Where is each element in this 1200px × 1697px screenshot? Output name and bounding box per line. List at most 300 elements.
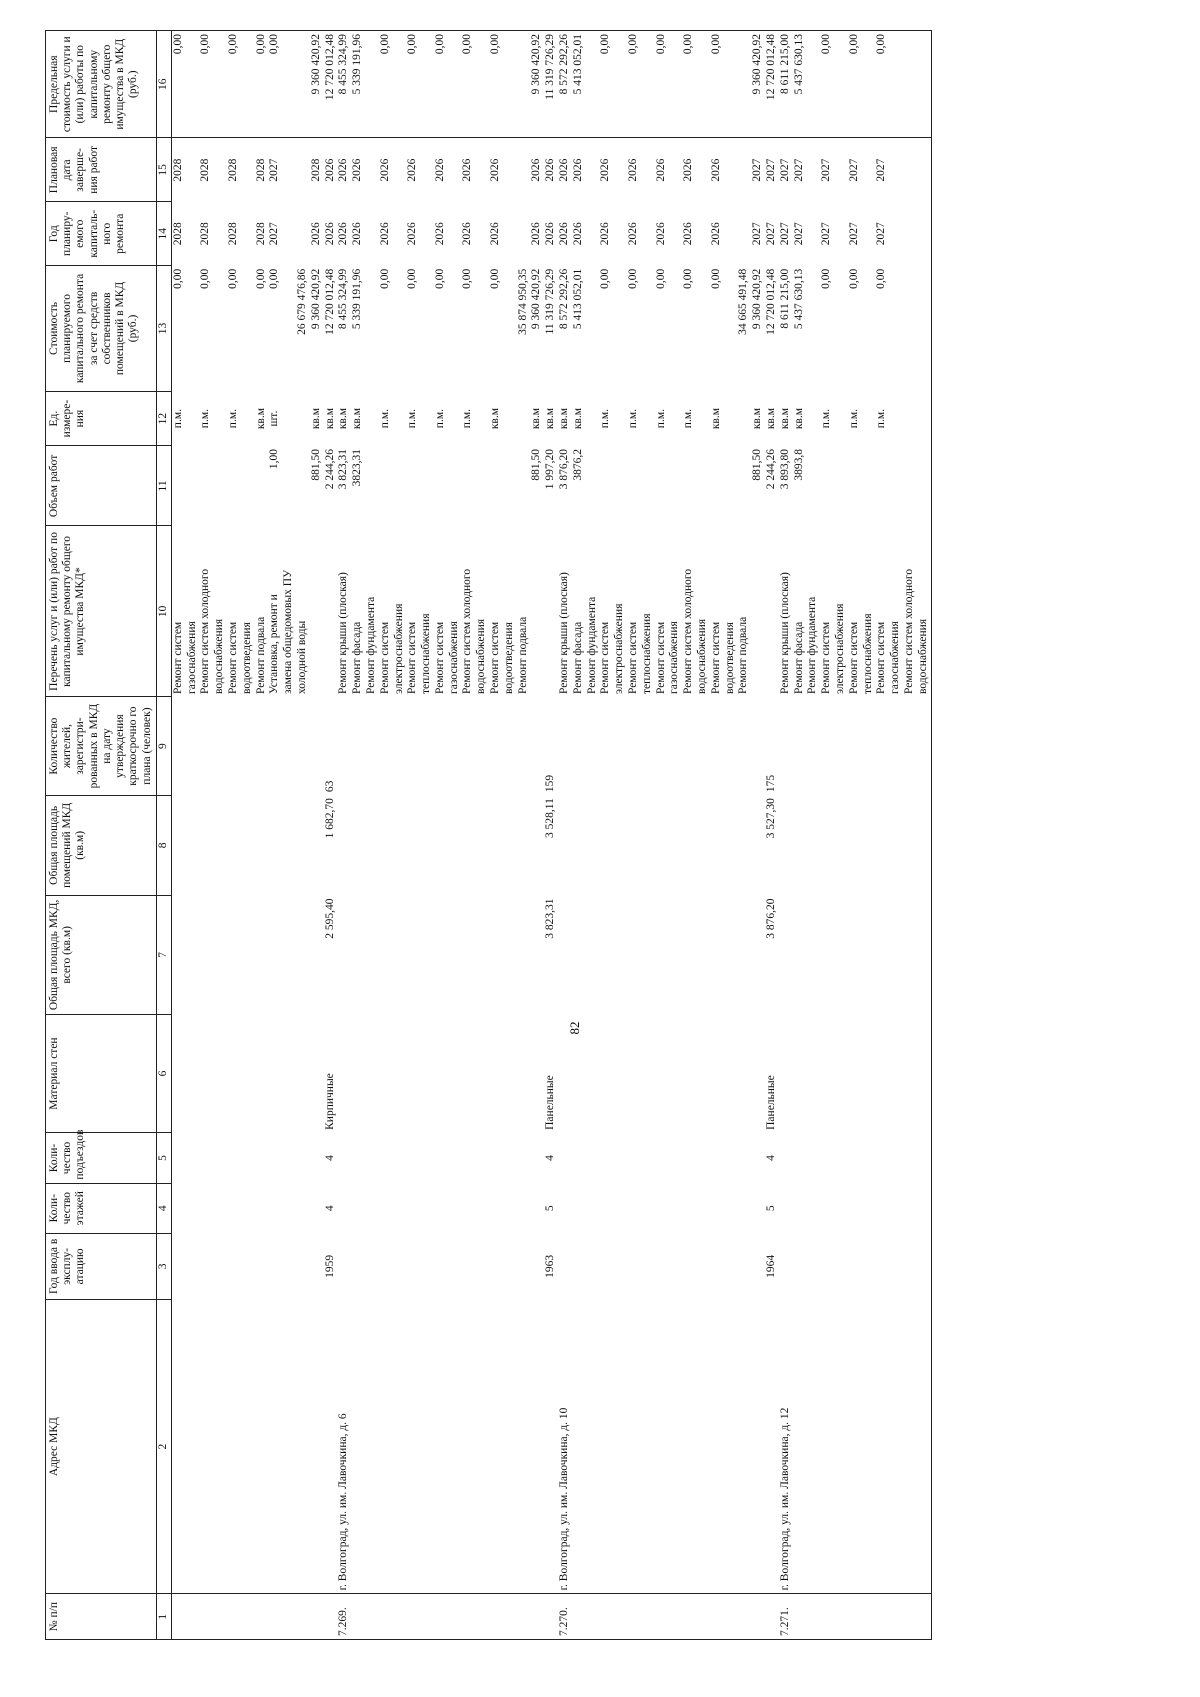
empty-line	[889, 1136, 903, 1180]
empty-line	[834, 798, 848, 892]
empty-line	[737, 798, 751, 892]
empty-line	[282, 798, 296, 892]
empty-line	[682, 1186, 696, 1230]
cell-text: 0,00	[709, 268, 722, 289]
empty-line	[558, 1186, 572, 1230]
empty-line	[641, 1236, 655, 1296]
empty-line	[627, 700, 641, 792]
empty-line	[517, 141, 531, 198]
empty-line	[406, 1186, 420, 1230]
cell-text: 2026	[337, 158, 350, 182]
empty-line	[627, 1597, 641, 1636]
empty-line	[737, 1186, 751, 1230]
empty-line	[806, 394, 820, 443]
empty-line	[820, 899, 834, 1012]
empty-line	[296, 449, 310, 523]
empty-line	[599, 700, 613, 792]
header-cell: Коли-чество этажей	[46, 1183, 157, 1233]
cell-text: кв.м	[558, 408, 571, 430]
column-number: 2	[156, 1299, 171, 1593]
column-number: 3	[156, 1233, 171, 1299]
empty-line	[310, 529, 324, 694]
empty-line	[434, 1136, 448, 1180]
empty-line	[889, 700, 903, 792]
empty-line	[558, 1136, 572, 1180]
empty-line	[641, 700, 655, 792]
cell-text: 0,00	[226, 34, 239, 55]
cell-text: п.м.	[406, 409, 419, 429]
empty-line	[461, 700, 475, 792]
cell-text: 2 244,26	[765, 448, 778, 490]
empty-line	[751, 1597, 765, 1636]
empty-line	[834, 899, 848, 1012]
empty-line	[627, 1017, 641, 1130]
empty-line	[448, 394, 462, 443]
empty-line	[724, 1186, 738, 1230]
empty-line	[337, 1186, 351, 1230]
empty-line	[806, 899, 820, 1012]
cell-text: 7.270.	[558, 1607, 571, 1636]
cell-text: 12 720 012,48	[765, 34, 778, 101]
cell-text: Ремонт систем	[820, 621, 833, 694]
empty-line	[517, 1302, 531, 1590]
empty-line	[655, 1136, 669, 1180]
empty-line	[903, 1302, 917, 1590]
empty-line	[530, 1597, 544, 1636]
cell-text: Ремонт фасада	[792, 621, 805, 694]
empty-line	[337, 899, 351, 1012]
empty-line	[668, 1236, 682, 1296]
header-cell: Ед. измере-ния	[46, 391, 157, 446]
empty-line	[241, 269, 255, 389]
empty-line	[641, 1302, 655, 1590]
cell-text: 2026	[461, 222, 474, 246]
cell-text: 2028	[171, 158, 184, 182]
empty-line	[820, 1017, 834, 1130]
empty-line	[696, 700, 710, 792]
empty-line	[737, 394, 751, 443]
empty-line	[379, 1302, 393, 1590]
empty-line	[337, 1017, 351, 1130]
empty-line	[379, 1017, 393, 1130]
cell-text: 2026	[654, 158, 667, 182]
empty-line	[434, 1236, 448, 1296]
empty-line	[365, 1302, 379, 1590]
empty-line	[889, 899, 903, 1012]
empty-line	[241, 1302, 255, 1590]
empty-line	[420, 269, 434, 389]
empty-line	[751, 1236, 765, 1296]
empty-line	[613, 1597, 627, 1636]
empty-line	[213, 899, 227, 1012]
empty-line	[613, 205, 627, 263]
empty-line	[530, 899, 544, 1012]
empty-line	[710, 1186, 724, 1230]
cell-text: 8 611 215,00	[778, 34, 791, 94]
cell-text: Ремонт подвала	[737, 616, 750, 694]
cell-text: кв.м	[544, 408, 557, 430]
empty-line	[793, 1186, 807, 1230]
empty-line	[241, 1236, 255, 1296]
empty-line	[406, 899, 420, 1012]
empty-line	[365, 34, 379, 134]
column-number: 7	[156, 896, 171, 1015]
empty-line	[475, 700, 489, 792]
empty-line	[834, 1136, 848, 1180]
empty-line	[903, 899, 917, 1012]
empty-line	[337, 700, 351, 792]
cell-text: 2026	[530, 222, 543, 246]
cell-text: Ремонт фундамента	[585, 596, 598, 694]
empty-line	[199, 798, 213, 892]
empty-line	[572, 1136, 586, 1180]
cell-text: водоотведения	[723, 622, 736, 694]
body-column-4	[171, 1183, 931, 1233]
empty-line	[668, 1017, 682, 1130]
empty-line	[489, 1236, 503, 1296]
empty-line	[406, 700, 420, 792]
cell-text: Панельные	[765, 1075, 778, 1130]
empty-line	[834, 1597, 848, 1636]
empty-line	[696, 269, 710, 389]
empty-line	[282, 394, 296, 443]
header-cell: № п/п	[46, 1594, 157, 1640]
empty-line	[875, 1302, 889, 1590]
cell-text: Ремонт систем	[433, 621, 446, 694]
empty-line	[503, 1136, 517, 1180]
empty-line	[806, 1186, 820, 1230]
empty-line	[255, 798, 269, 892]
empty-line	[599, 1186, 613, 1230]
empty-line	[255, 700, 269, 792]
cell-text: 2028	[254, 222, 267, 246]
empty-line	[241, 798, 255, 892]
cell-text: п.м.	[682, 409, 695, 429]
empty-line	[917, 1236, 931, 1296]
empty-line	[448, 1597, 462, 1636]
empty-line	[613, 899, 627, 1012]
cell-text: 0,00	[820, 268, 833, 289]
empty-line	[862, 1017, 876, 1130]
cell-text: 0,00	[433, 268, 446, 289]
cell-text: 2026	[558, 158, 571, 182]
empty-line	[558, 1236, 572, 1296]
cell-text: кв.м	[765, 408, 778, 430]
cell-text: Ремонт систем холодного	[902, 568, 915, 694]
cell-text: 0,00	[461, 268, 474, 289]
column-number: 1	[156, 1594, 171, 1640]
cell-text: 2026	[309, 222, 322, 246]
empty-line	[420, 1597, 434, 1636]
empty-line	[724, 449, 738, 523]
empty-line	[668, 269, 682, 389]
empty-line	[530, 700, 544, 792]
empty-line	[420, 1302, 434, 1590]
empty-line	[806, 1597, 820, 1636]
table-body-row	[171, 31, 931, 1640]
empty-line	[475, 269, 489, 389]
empty-line	[448, 1017, 462, 1130]
cell-text: 0,00	[406, 34, 419, 55]
empty-line	[406, 1597, 420, 1636]
cell-text: 2 595,40	[323, 898, 336, 939]
empty-line	[351, 899, 365, 1012]
empty-line	[517, 205, 531, 263]
empty-line	[682, 700, 696, 792]
cell-text: 0,00	[599, 268, 612, 289]
empty-line	[517, 394, 531, 443]
empty-line	[889, 141, 903, 198]
empty-line	[199, 700, 213, 792]
empty-line	[517, 1236, 531, 1296]
cell-text: замена общедомовых ПУ	[282, 569, 295, 694]
empty-line	[296, 1302, 310, 1590]
empty-line	[255, 1597, 269, 1636]
cell-text: электроснабжения	[392, 603, 405, 694]
empty-line	[875, 700, 889, 792]
empty-line	[613, 798, 627, 892]
empty-line	[310, 1136, 324, 1180]
cell-text: 4	[544, 1155, 557, 1161]
cell-text: Ремонт систем	[654, 621, 667, 694]
empty-line	[627, 1236, 641, 1296]
empty-line	[503, 1186, 517, 1230]
cell-text: п.м.	[199, 409, 212, 429]
cell-text: 2026	[599, 222, 612, 246]
cell-text: Ремонт фундамента	[806, 596, 819, 694]
empty-line	[241, 449, 255, 523]
empty-line	[393, 1302, 407, 1590]
cell-text: кв.м	[751, 408, 764, 430]
empty-line	[682, 1017, 696, 1130]
empty-line	[779, 1186, 793, 1230]
cell-text: водоснабжения	[916, 618, 929, 694]
cell-text: 5 437 630,13	[792, 34, 805, 95]
cell-text: 0,00	[378, 34, 391, 55]
empty-line	[296, 394, 310, 443]
empty-line	[765, 1597, 779, 1636]
empty-line	[517, 34, 531, 134]
empty-line	[186, 34, 200, 134]
empty-line	[393, 141, 407, 198]
empty-line	[379, 700, 393, 792]
empty-line	[503, 798, 517, 892]
empty-line	[379, 449, 393, 523]
empty-line	[503, 34, 517, 134]
empty-line	[475, 141, 489, 198]
cell-text: Ремонт систем	[489, 621, 502, 694]
cell-text: 2026	[406, 222, 419, 246]
empty-line	[903, 1136, 917, 1180]
cell-text: 11 319 726,29	[544, 34, 557, 100]
cell-text: 5 437 630,13	[792, 268, 805, 330]
cell-text: 0,00	[682, 268, 695, 289]
empty-line	[351, 798, 365, 892]
empty-line	[310, 899, 324, 1012]
empty-line	[475, 1136, 489, 1180]
empty-line	[255, 1136, 269, 1180]
empty-line	[461, 1597, 475, 1636]
empty-line	[186, 449, 200, 523]
empty-line	[806, 1017, 820, 1130]
empty-line	[282, 269, 296, 389]
empty-line	[793, 700, 807, 792]
empty-line	[310, 1186, 324, 1230]
empty-line	[544, 1302, 558, 1590]
empty-line	[710, 1236, 724, 1296]
cell-text: Ремонт крыши (плоская)	[558, 572, 571, 694]
cell-text: 34 665 491,48	[737, 268, 750, 335]
empty-line	[862, 700, 876, 792]
empty-line	[820, 1236, 834, 1296]
empty-line	[696, 1136, 710, 1180]
header-cell: Общая площадь МКД, всего (кв.м)	[46, 896, 157, 1015]
cell-text: 12 720 012,48	[765, 268, 778, 335]
body-column-9	[171, 697, 931, 795]
empty-line	[420, 1136, 434, 1180]
empty-line	[461, 1236, 475, 1296]
cell-text: г. Волгоград, ул. им. Лавочкина, д. 6	[337, 1413, 350, 1591]
header-cell: Плановая дата заверше-ния работ	[46, 138, 157, 202]
body-column-10	[171, 526, 931, 697]
empty-line	[558, 798, 572, 892]
empty-line	[503, 700, 517, 792]
empty-line	[737, 141, 751, 198]
empty-line	[241, 34, 255, 134]
cell-text: Ремонт систем холодного	[682, 568, 695, 694]
column-number: 15	[156, 138, 171, 202]
cell-text: 7.269.	[337, 1607, 350, 1636]
cell-text: кв.м	[778, 408, 791, 430]
cell-text: 8 455 324,99	[337, 268, 350, 330]
cell-text: 5 339 191,96	[351, 268, 364, 330]
empty-line	[599, 798, 613, 892]
empty-line	[779, 1236, 793, 1296]
cell-text: 2026	[461, 158, 474, 182]
empty-line	[751, 529, 765, 694]
empty-line	[848, 1236, 862, 1296]
empty-line	[420, 205, 434, 263]
cell-text: 0,00	[627, 268, 640, 289]
empty-line	[586, 899, 600, 1012]
empty-line	[834, 205, 848, 263]
cell-text: кв.м	[323, 408, 336, 430]
empty-line	[351, 1017, 365, 1130]
empty-line	[186, 700, 200, 792]
empty-line	[696, 34, 710, 134]
empty-line	[641, 798, 655, 892]
empty-line	[186, 205, 200, 263]
empty-line	[613, 34, 627, 134]
empty-line	[793, 1302, 807, 1590]
cell-text: 2026	[489, 158, 502, 182]
empty-line	[682, 1302, 696, 1590]
column-number: 9	[156, 697, 171, 795]
empty-line	[586, 1236, 600, 1296]
empty-line	[806, 798, 820, 892]
empty-line	[255, 1017, 269, 1130]
empty-line	[351, 700, 365, 792]
cell-text: 2026	[351, 222, 364, 246]
cell-text: 0,00	[199, 268, 212, 289]
empty-line	[586, 1136, 600, 1180]
empty-line	[737, 1236, 751, 1296]
cell-text: 881,50	[309, 448, 322, 481]
empty-line	[848, 1186, 862, 1230]
body-column-8	[171, 795, 931, 895]
empty-line	[393, 449, 407, 523]
cell-text: 1,00	[268, 448, 281, 470]
empty-line	[213, 449, 227, 523]
empty-line	[765, 529, 779, 694]
empty-line	[613, 700, 627, 792]
empty-line	[296, 798, 310, 892]
cell-text: Ремонт фундамента	[364, 596, 377, 694]
empty-line	[848, 700, 862, 792]
empty-line	[696, 1186, 710, 1230]
cell-text: 881,50	[530, 448, 543, 481]
cell-text: шт.	[268, 410, 281, 427]
empty-line	[834, 141, 848, 198]
header-cell: Стоимость планируемого капитального ремонта за счет средств собственников помещений в МКД (руб.)	[46, 266, 157, 392]
empty-line	[517, 798, 531, 892]
empty-line	[599, 899, 613, 1012]
empty-line	[186, 269, 200, 389]
empty-line	[641, 1597, 655, 1636]
cell-text: 2027	[268, 222, 281, 246]
cell-text: 175	[765, 774, 778, 793]
empty-line	[268, 700, 282, 792]
cell-text: кв.м	[337, 408, 350, 430]
empty-line	[779, 1017, 793, 1130]
empty-line	[793, 1236, 807, 1296]
empty-line	[461, 798, 475, 892]
empty-line	[572, 899, 586, 1012]
empty-line	[241, 141, 255, 198]
empty-line	[641, 1186, 655, 1230]
empty-line	[806, 205, 820, 263]
empty-line	[834, 1186, 848, 1230]
column-number: 12	[156, 391, 171, 446]
empty-line	[889, 1302, 903, 1590]
cell-text: 2026	[627, 158, 640, 182]
empty-line	[213, 1236, 227, 1296]
empty-line	[365, 1017, 379, 1130]
empty-line	[420, 700, 434, 792]
empty-line	[475, 449, 489, 523]
empty-line	[599, 1236, 613, 1296]
cell-text: 159	[544, 774, 557, 793]
empty-line	[282, 449, 296, 523]
header-cell: Объем работ	[46, 446, 157, 526]
empty-line	[917, 1302, 931, 1590]
cell-text: п.м.	[171, 409, 184, 429]
empty-line	[310, 700, 324, 792]
empty-line	[696, 1302, 710, 1590]
empty-line	[903, 1597, 917, 1636]
body-column-16	[171, 31, 931, 138]
empty-line	[434, 899, 448, 1012]
empty-line	[724, 1302, 738, 1590]
empty-line	[586, 205, 600, 263]
empty-line	[862, 34, 876, 134]
empty-line	[489, 798, 503, 892]
cell-text: Панельные	[544, 1075, 557, 1130]
empty-line	[627, 1186, 641, 1230]
empty-line	[227, 1302, 241, 1590]
cell-text: 8 572 292,26	[558, 34, 571, 95]
empty-line	[199, 1186, 213, 1230]
